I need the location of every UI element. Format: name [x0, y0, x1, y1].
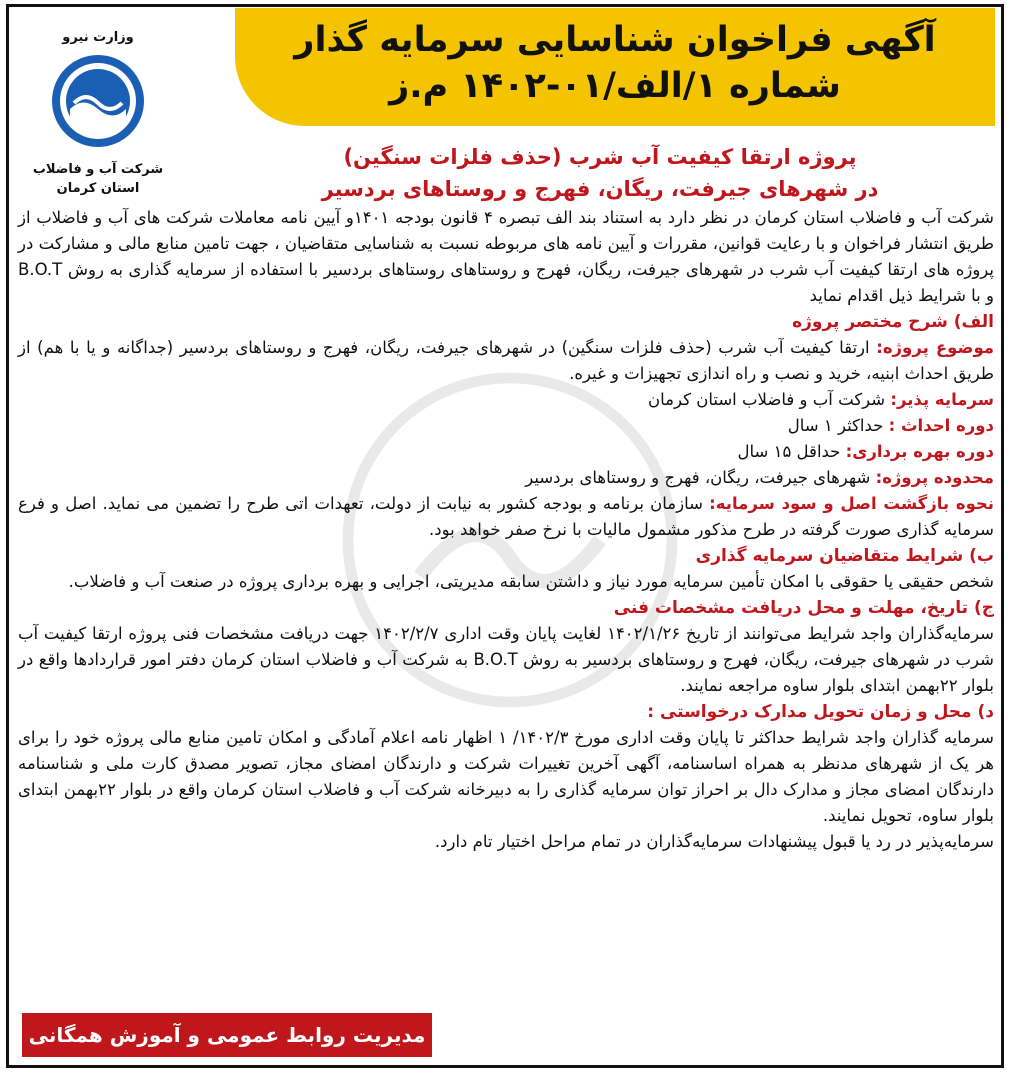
item-text: ارتقا کیفیت آب شرب (حذف فلزات سنگین) در شهرهای جیرفت، ریگان، فهرج و روستاهای بردسیر (جداگانه و یا با هم) از طریق احداث ابنیه، خرید و نصب و راه اندازی تجهیزات و غیره.: [18, 338, 994, 383]
section-a-item: [18, 387, 994, 413]
company-logo: [18, 22, 178, 196]
item-text: شرکت آب و فاضلاب استان کرمان: [648, 390, 886, 409]
section-a-item: [18, 413, 994, 439]
item-text: سازمان برنامه و بودجه کشور به نیابت از دولت، تعهدات اتی طرح را تضمین می نماید. اصل و فرع سرمایه گذاری صورت گرفته در طرح مذکور مشمول مالیات با نرخ صفر خواهد بود.: [18, 494, 994, 539]
title-banner: [235, 8, 995, 126]
footer-badge: مدیریت روابط عمومی و آموزش همگانی: [22, 1013, 432, 1057]
project-subtitle: [200, 142, 1000, 205]
section-a-item: [18, 465, 994, 491]
section-c-heading: ج) تاریخ، مهلت و محل دریافت مشخصات فنی: [613, 598, 994, 618]
item-label: سرمایه پذیر:: [890, 390, 994, 409]
section-d-text: سرمایه گذاران واجد شرایط حداکثر تا پایان وقت اداری مورخ ۱۴۰۲/۳/ ۱ اظهار نامه اعلام آمادگی و امکان تامین منابع مالی پروژه خود را برای هر یک از شهرهای مدنظر به همراه اساسنامه، آگهی آخرین تغییرات شرکت و دارندگان امضای مجاز، تصویر مصدق کارت ملی و شناسنامه دارندگان امضای مجاز و مدارک دال بر احراز توان سرمایه گذاری را به دبیرخانه شرکت آب و فاضلاب استان کرمان واقع در بلوار ۲۲بهمن ابتدای بلوار ساوه، تحویل نمایند.: [18, 728, 994, 825]
notice-body: [18, 205, 994, 855]
closing-statement: سرمایه‌پذیر در رد یا قبول پیشنهادات سرمایه‌گذاران در تمام مراحل اختیار تام دارد.: [434, 832, 994, 851]
item-label: نحوه بازگشت اصل و سود سرمایه:: [709, 494, 994, 513]
section-d-heading: د) محل و زمان تحویل مدارک درخواستی :: [647, 702, 994, 722]
company-name-line2: استان کرمان: [56, 180, 140, 196]
company-name-line1: شرکت آب و فاضلاب: [32, 162, 164, 177]
section-a-item: [18, 439, 994, 465]
water-wave-emblem-icon: [48, 51, 148, 151]
notice-title: آگهی فراخوان شناسایی سرمایه گذار: [294, 20, 936, 60]
item-label: محدوده پروژه:: [875, 468, 994, 487]
subtitle-line2: در شهرهای جیرفت، ریگان، فهرج و روستاهای بردسیر: [321, 176, 879, 201]
item-label: دوره بهره برداری:: [845, 442, 994, 461]
section-a-item: [18, 335, 994, 387]
notice-number: شماره ۱/الف/۰۱-۱۴۰۲ م.ز: [389, 66, 841, 106]
section-c-text: سرمایه‌گذاران واجد شرایط می‌توانند از تاریخ ۱۴۰۲/۱/۲۶ لغایت پایان وقت اداری ۱۴۰۲/۲/۷ جهت دریافت مشخصات فنی پروژه ارتقا کیفیت آب شرب در شهرهای جیرفت، ریگان، فهرج و روستاهای بردسیر به روش B.O.T به شرکت آب و فاضلاب استان کرمان دفتر امور قراردادها واقع در بلوار ۲۲بهمن ابتدای بلوار ساوه مراجعه نمایند.: [18, 624, 995, 695]
section-a-item: [18, 491, 994, 543]
section-b-text: شخص حقیقی یا حقوقی با امکان تأمین سرمایه مورد نیاز و داشتن سابقه مدیریتی، اجرایی و بهره برداری پروژه در صنعت آب و فاضلاب.: [68, 572, 994, 591]
ministry-name: وزارت نیرو: [62, 30, 134, 45]
item-text: حداقل ۱۵ سال: [737, 442, 841, 461]
section-b-heading: ب) شرایط متقاضیان سرمایه گذاری: [695, 546, 994, 566]
intro-paragraph: شرکت آب و فاضلاب استان کرمان در نظر دارد به استناد بند الف تبصره ۴ قانون بودجه ۱۴۰۱و آیین نامه معاملات شرکت های آب و فاضلاب از طریق انتشار فراخوان و با رعایت قوانین، مقررات و آیین نامه های مربوطه نسبت به شناسایی متقاضیان ، جهت تامین منابع مالی و مشارکت در پروژه های ارتقا کیفیت آب شرب در شهرهای جیرفت، ریگان، فهرج و روستاهای روستاهای بردسیر با استفاده از سرمایه گذاری به روش B.O.T و با شرایط ذیل اقدام نماید: [18, 208, 994, 305]
subtitle-line1: پروژه ارتقا کیفیت آب شرب (حذف فلزات سنگین): [343, 145, 857, 169]
item-text: حداکثر ۱ سال: [787, 416, 884, 435]
section-a-heading: الف) شرح مختصر پروژه: [792, 312, 994, 332]
item-label: دوره احداث :: [888, 416, 994, 435]
item-text: شهرهای جیرفت، ریگان، فهرج و روستاهای بردسیر: [525, 468, 871, 487]
item-label: موضوع پروژه:: [876, 338, 995, 357]
